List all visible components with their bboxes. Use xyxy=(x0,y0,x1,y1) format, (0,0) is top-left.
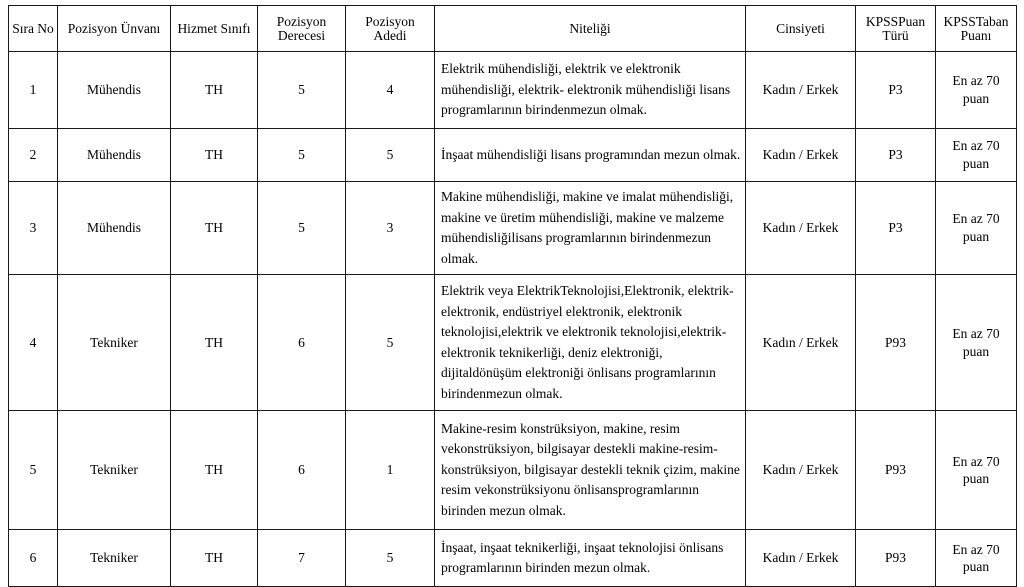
table-body xyxy=(9,52,1017,587)
cell-unvan: Tekniker xyxy=(58,411,171,530)
cell-kpss-taban-line1: En az 70 xyxy=(952,73,1000,89)
cell-cinsiyet: Kadın / Erkek xyxy=(746,52,856,129)
cell-hizmet-sinifi: TH xyxy=(171,52,258,129)
cell-kpss-taban-line2: puan xyxy=(962,343,990,359)
cell-niteligi: Elektrik veya ElektrikTeknolojisi,Elektronik, elektrik-elektronik, endüstriyel elektronik, elektronik teknolojisi,elektrik ve elektronik teknolojisi,elektrik-elektronik teknikerliği, deniz elektroniği, dijitaldönüşüm elektroniği önlisans programlarının birindenmezun olmak. xyxy=(435,275,746,411)
cell-kpss-taban-puani xyxy=(936,530,1017,587)
cell-adet: 5 xyxy=(346,275,435,411)
cell-kpss-taban-puani xyxy=(936,129,1017,182)
cell-adet: 5 xyxy=(346,530,435,587)
cell-sira-no: 5 xyxy=(9,411,58,530)
cell-kpss-taban-line2: puan xyxy=(962,229,990,245)
cell-unvan: Tekniker xyxy=(58,275,171,411)
table-container xyxy=(8,5,1016,587)
table-row xyxy=(9,182,1017,275)
cell-kpss-taban-puani xyxy=(936,411,1017,530)
cell-sira-no: 6 xyxy=(9,530,58,587)
cell-adet: 1 xyxy=(346,411,435,530)
table-row xyxy=(9,275,1017,411)
cell-niteligi: İnşaat, inşaat teknikerliği, inşaat teknolojisi önlisans programlarının birinden mezun olmak. xyxy=(435,530,746,587)
cell-kpss-taban-line1: En az 70 xyxy=(952,326,1000,342)
column-header-kpss-taban-puani-line1: KPSSTaban xyxy=(943,14,1009,29)
cell-derece: 6 xyxy=(258,275,346,411)
column-header-kpss-taban-puani-line2: Puanı xyxy=(960,27,992,43)
cell-kpss-taban-line2: puan xyxy=(962,471,990,487)
cell-derece: 5 xyxy=(258,182,346,275)
cell-niteligi: Elektrik mühendisliği, elektrik ve elektronik mühendisliği, elektrik- elektronik mühendisliği lisans programlarının birindenmezun olmak. xyxy=(435,52,746,129)
cell-derece: 5 xyxy=(258,52,346,129)
column-header-pozisyon-adedi xyxy=(346,6,435,52)
cell-kpss-taban-puani xyxy=(936,52,1017,129)
cell-kpss-puan-turu: P93 xyxy=(856,275,936,411)
cell-kpss-taban-line2: puan xyxy=(962,156,990,171)
cell-kpss-taban-line1: En az 70 xyxy=(952,138,1000,154)
cell-hizmet-sinifi: TH xyxy=(171,530,258,587)
cell-kpss-puan-turu: P3 xyxy=(856,129,936,182)
table-row xyxy=(9,129,1017,182)
clipped-heading-fragment xyxy=(60,0,960,3)
column-header-pozisyon-adedi-line2: Adedi xyxy=(373,27,407,43)
cell-unvan: Mühendis xyxy=(58,129,171,182)
cell-hizmet-sinifi: TH xyxy=(171,411,258,530)
column-header-pozisyon-adedi-line1: Pozisyon xyxy=(365,14,415,29)
cell-kpss-puan-turu: P3 xyxy=(856,182,936,275)
column-header-pozisyon-derecesi xyxy=(258,6,346,52)
cell-unvan: Tekniker xyxy=(58,530,171,587)
cell-niteligi: İnşaat mühendisliği lisans programından mezun olmak. xyxy=(435,129,746,182)
cell-derece: 6 xyxy=(258,411,346,530)
column-header-kpss-puan-turu-line1: KPSSPuan xyxy=(865,14,926,29)
cell-hizmet-sinifi: TH xyxy=(171,275,258,411)
cell-adet: 5 xyxy=(346,129,435,182)
column-header-hizmet-sinifi: Hizmet Sınıfı xyxy=(171,6,258,52)
cell-derece: 7 xyxy=(258,530,346,587)
column-header-pozisyon-derecesi-line1: Pozisyon xyxy=(276,14,327,29)
cell-kpss-taban-line2: puan xyxy=(962,91,990,106)
cell-kpss-taban-line1: En az 70 xyxy=(952,453,1000,469)
column-header-kpss-puan-turu xyxy=(856,6,936,52)
cell-unvan: Mühendis xyxy=(58,52,171,129)
cell-cinsiyet: Kadın / Erkek xyxy=(746,411,856,530)
cell-sira-no: 4 xyxy=(9,275,58,411)
table-row xyxy=(9,530,1017,587)
cell-kpss-taban-line2: puan xyxy=(962,559,990,575)
column-header-sira-no: Sıra No xyxy=(9,6,58,52)
cell-cinsiyet: Kadın / Erkek xyxy=(746,530,856,587)
cell-cinsiyet: Kadın / Erkek xyxy=(746,129,856,182)
column-header-pozisyon-derecesi-line2: Derecesi xyxy=(277,27,326,43)
cell-cinsiyet: Kadın / Erkek xyxy=(746,275,856,411)
cell-kpss-taban-puani xyxy=(936,275,1017,411)
cell-kpss-puan-turu: P93 xyxy=(856,530,936,587)
positions-table xyxy=(8,5,1017,587)
cell-unvan: Mühendis xyxy=(58,182,171,275)
cell-adet: 4 xyxy=(346,52,435,129)
column-header-kpss-puan-turu-line2: Türü xyxy=(882,27,909,43)
cell-kpss-puan-turu: P3 xyxy=(856,52,936,129)
column-header-pozisyon-unvani: Pozisyon Ünvanı xyxy=(58,6,171,52)
column-header-niteligi: Niteliği xyxy=(435,6,746,52)
cell-kpss-taban-line1: En az 70 xyxy=(952,211,1000,227)
table-row xyxy=(9,52,1017,129)
cell-kpss-taban-puani xyxy=(936,182,1017,275)
cell-hizmet-sinifi: TH xyxy=(171,129,258,182)
cell-niteligi: Makine mühendisliği, makine ve imalat mühendisliği, makine ve üretim mühendisliği, makine ve malzeme mühendisliğilisans programlarının birindenmezun olmak. xyxy=(435,182,746,275)
cell-kpss-taban-line1: En az 70 xyxy=(952,541,1000,557)
cell-sira-no: 1 xyxy=(9,52,58,129)
cell-sira-no: 2 xyxy=(9,129,58,182)
cell-sira-no: 3 xyxy=(9,182,58,275)
header-row xyxy=(9,6,1017,52)
cell-adet: 3 xyxy=(346,182,435,275)
column-header-kpss-taban-puani xyxy=(936,6,1017,52)
table-row xyxy=(9,411,1017,530)
cell-niteligi: Makine-resim konstrüksiyon, makine, resim vekonstrüksiyon, bilgisayar destekli makine-resim-konstrüksiyon, bilgisayar destekli teknik çizim, makine resim vekonstrüksiyonu önlisansprogramlarının birinden mezun olmak. xyxy=(435,411,746,530)
cell-derece: 5 xyxy=(258,129,346,182)
cell-hizmet-sinifi: TH xyxy=(171,182,258,275)
column-header-cinsiyeti: Cinsiyeti xyxy=(746,6,856,52)
table-header xyxy=(9,6,1017,52)
cell-cinsiyet: Kadın / Erkek xyxy=(746,182,856,275)
cell-kpss-puan-turu: P93 xyxy=(856,411,936,530)
